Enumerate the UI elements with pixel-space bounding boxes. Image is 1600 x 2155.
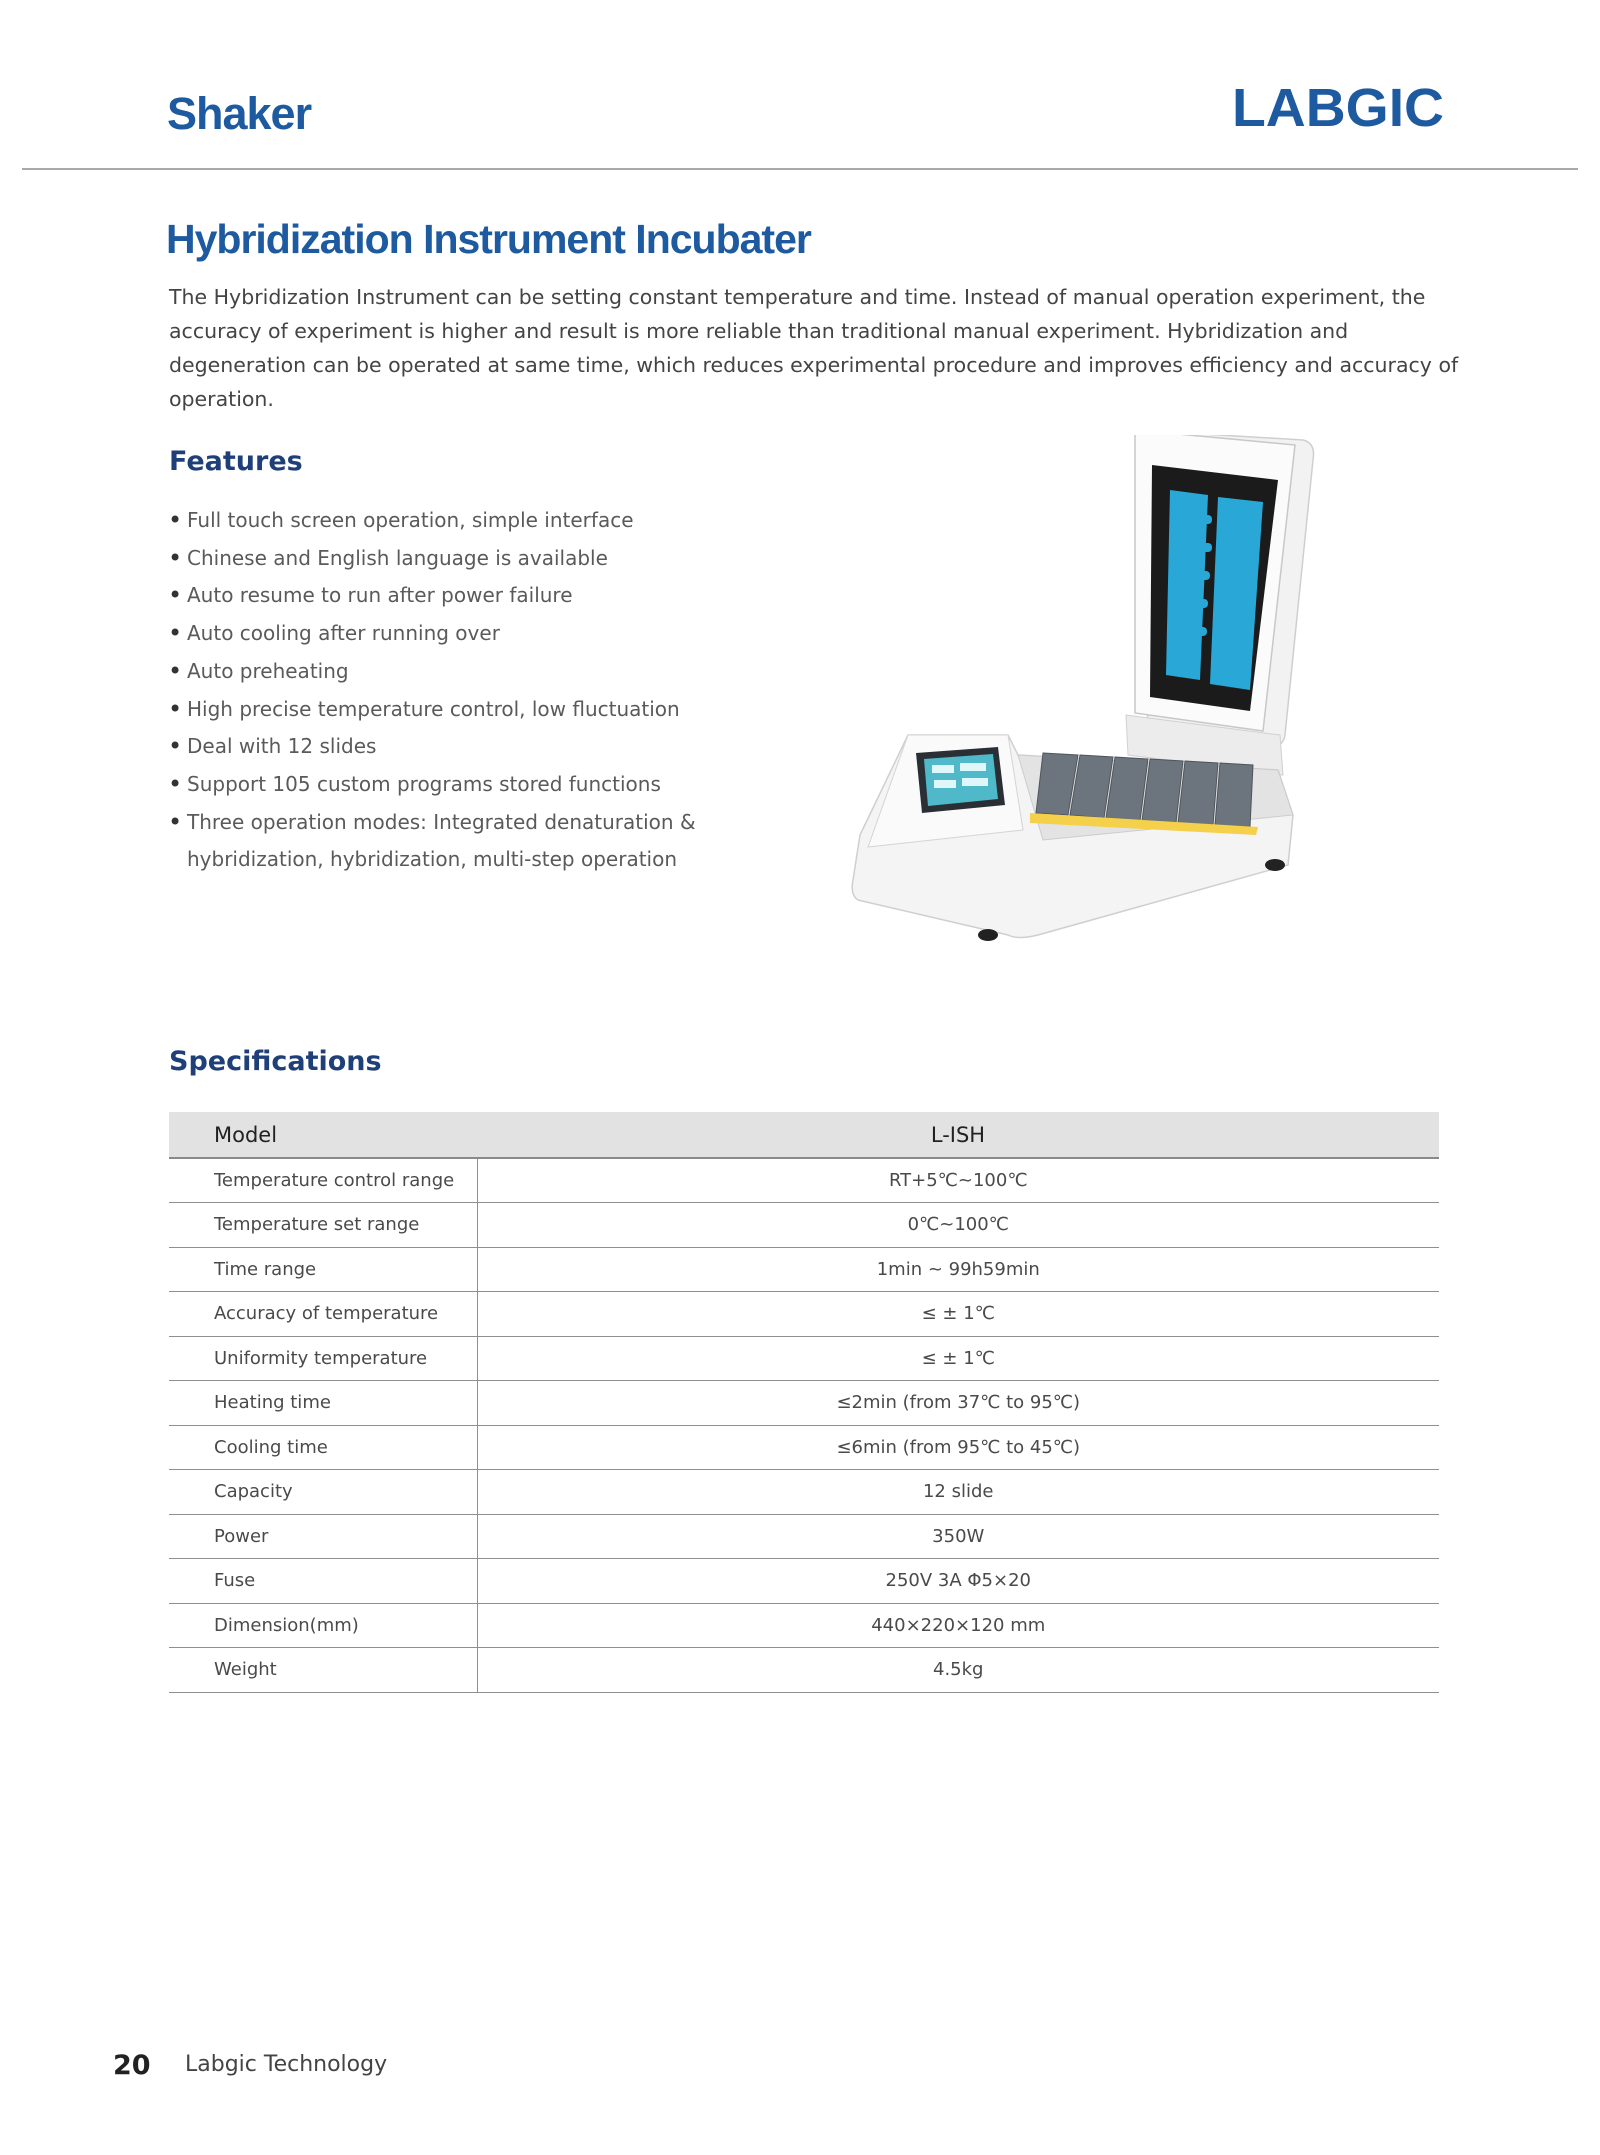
spec-value: 250V 3A Φ5×20 xyxy=(477,1559,1439,1604)
feature-item: • Full touch screen operation, simple interface xyxy=(168,502,728,540)
logo-text: LABGIC xyxy=(1232,82,1444,132)
product-description: The Hybridization Instrument can be setting constant temperature and time. Instead of manual operation experiment, the accuracy of experiment is higher and result is more reliable than traditional manual experiment. Hybridization and degeneration can be operated at same time, which reduces experimental procedure and improves efficiency and accuracy of operation. xyxy=(169,285,1459,411)
table-row xyxy=(169,1603,1439,1648)
spec-value: 1min ~ 99h59min xyxy=(477,1247,1439,1292)
table-row xyxy=(169,1648,1439,1693)
page-number: 20 xyxy=(113,2050,151,2081)
table-row xyxy=(169,1470,1439,1515)
spec-label: Dimension(mm) xyxy=(169,1603,477,1648)
table-header-row xyxy=(169,1112,1439,1158)
spec-value: 350W xyxy=(477,1514,1439,1559)
specifications-heading: Specifications xyxy=(169,1046,382,1077)
spec-value: ≤2min (from 37℃ to 95℃) xyxy=(477,1381,1439,1426)
spec-label: Temperature set range xyxy=(169,1203,477,1248)
product-image xyxy=(848,435,1318,975)
feature-item: • Auto preheating xyxy=(168,653,728,691)
feature-item: • Chinese and English language is available xyxy=(168,540,728,578)
table-row xyxy=(169,1292,1439,1337)
spec-value: 4.5kg xyxy=(477,1648,1439,1693)
feature-item: • Support 105 custom programs stored functions xyxy=(168,766,728,804)
feature-item: • Three operation modes: Integrated denaturation & hybridization, hybridization, multi-step operation xyxy=(168,804,728,879)
feature-item: • Auto resume to run after power failure xyxy=(168,577,728,615)
spec-label: Uniformity temperature xyxy=(169,1336,477,1381)
spec-label: Heating time xyxy=(169,1381,477,1426)
spec-value: 12 slide xyxy=(477,1470,1439,1515)
table-row xyxy=(169,1425,1439,1470)
spec-label: Power xyxy=(169,1514,477,1559)
spec-label: Capacity xyxy=(169,1470,477,1515)
features-heading: Features xyxy=(169,446,303,477)
spec-label: Accuracy of temperature xyxy=(169,1292,477,1337)
footer-brand: Labgic Technology xyxy=(185,2052,388,2077)
table-row xyxy=(169,1381,1439,1426)
table-row xyxy=(169,1158,1439,1203)
feature-item: • Auto cooling after running over xyxy=(168,615,728,653)
feature-item: • Deal with 12 slides xyxy=(168,728,728,766)
labgic-logo xyxy=(1232,82,1444,132)
header-divider xyxy=(22,168,1578,170)
spec-value: 440×220×120 mm xyxy=(477,1603,1439,1648)
spec-value: 0℃~100℃ xyxy=(477,1203,1439,1248)
spec-value: RT+5℃~100℃ xyxy=(477,1158,1439,1203)
table-row xyxy=(169,1559,1439,1604)
product-title: Hybridization Instrument Incubater xyxy=(166,216,811,262)
model-value: L-ISH xyxy=(477,1112,1439,1158)
spec-label: Weight xyxy=(169,1648,477,1693)
spec-label: Temperature control range xyxy=(169,1158,477,1203)
feature-item: • High precise temperature control, low fluctuation xyxy=(168,691,728,729)
spec-label: Cooling time xyxy=(169,1425,477,1470)
spec-value: ≤ ± 1℃ xyxy=(477,1336,1439,1381)
table-row xyxy=(169,1336,1439,1381)
table-row xyxy=(169,1247,1439,1292)
table-row xyxy=(169,1203,1439,1248)
spec-label: Fuse xyxy=(169,1559,477,1604)
table-row xyxy=(169,1514,1439,1559)
spec-value: ≤6min (from 95℃ to 45℃) xyxy=(477,1425,1439,1470)
features-list xyxy=(168,502,728,879)
specifications-table xyxy=(169,1112,1439,1693)
spec-label: Time range xyxy=(169,1247,477,1292)
model-label: Model xyxy=(169,1112,477,1158)
section-title: Shaker xyxy=(167,88,312,139)
spec-value: ≤ ± 1℃ xyxy=(477,1292,1439,1337)
